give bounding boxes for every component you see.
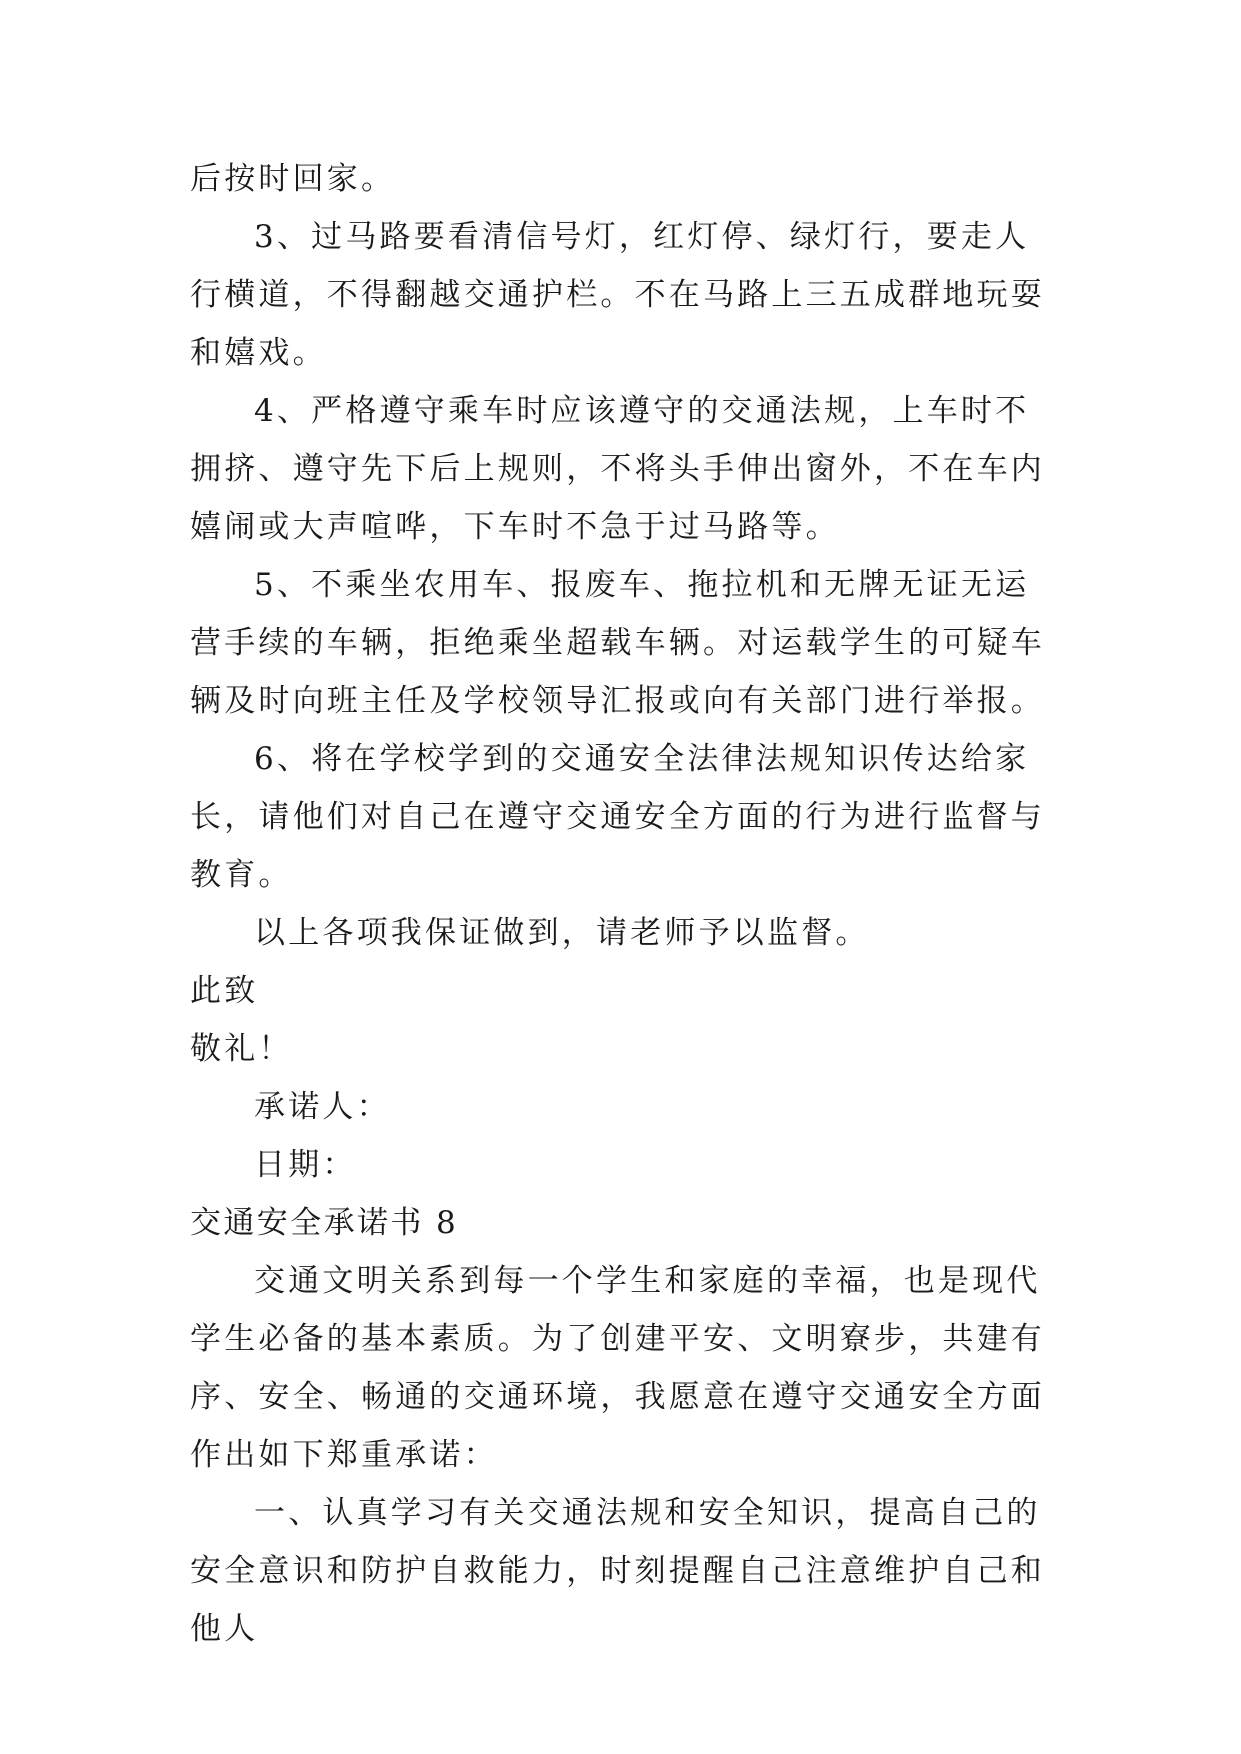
closing-regards: 敬礼！ [190, 1031, 293, 1067]
section-intro-paragraph: 交通文明关系到每一个学生和家庭的幸福，也是现代学生必备的基本素质。为了创建平安、文明寮步，共建有序、安全、畅通的交通环境，我愿意在遵守交通安全方面作出如下郑重承诺： [190, 1263, 1045, 1473]
paragraph-guarantee: 以上各项我保证做到，请老师予以监督。 [254, 915, 870, 951]
paragraph-item-3: 3、过马路要看清信号灯，红灯停、绿灯行，要走人行横道，不得翻越交通护栏。不在马路上三五成群地玩耍和嬉戏。 [190, 219, 1045, 371]
signer-label: 承诺人： [254, 1089, 391, 1125]
paragraph-item-4: 4、严格遵守乘车时应该遵守的交通法规，上车时不拥挤、遵守先下后上规则，不将头手伸出窗外，不在车内嬉闹或大声喧哗，下车时不急于过马路等。 [190, 393, 1045, 545]
document-page [190, 150, 1050, 1658]
paragraph-item-6: 6、将在学校学到的交通安全法律法规知识传达给家长，请他们对自己在遵守交通安全方面的行为进行监督与教育。 [190, 741, 1045, 893]
closing-salutation: 此致 [190, 973, 259, 1009]
date-label: 日期： [254, 1147, 357, 1183]
paragraph-item-5: 5、不乘坐农用车、报废车、拖拉机和无牌无证无运营手续的车辆，拒绝乘坐超载车辆。对运载学生的可疑车辆及时向班主任及学校领导汇报或向有关部门进行举报。 [190, 567, 1045, 719]
paragraph-continuation: 后按时回家。 [190, 161, 396, 197]
section-item-1: 一、认真学习有关交通法规和安全知识，提高自己的安全意识和防护自救能力，时刻提醒自己注意维护自己和他人 [190, 1495, 1045, 1647]
section-title: 交通安全承诺书 8 [190, 1205, 459, 1241]
